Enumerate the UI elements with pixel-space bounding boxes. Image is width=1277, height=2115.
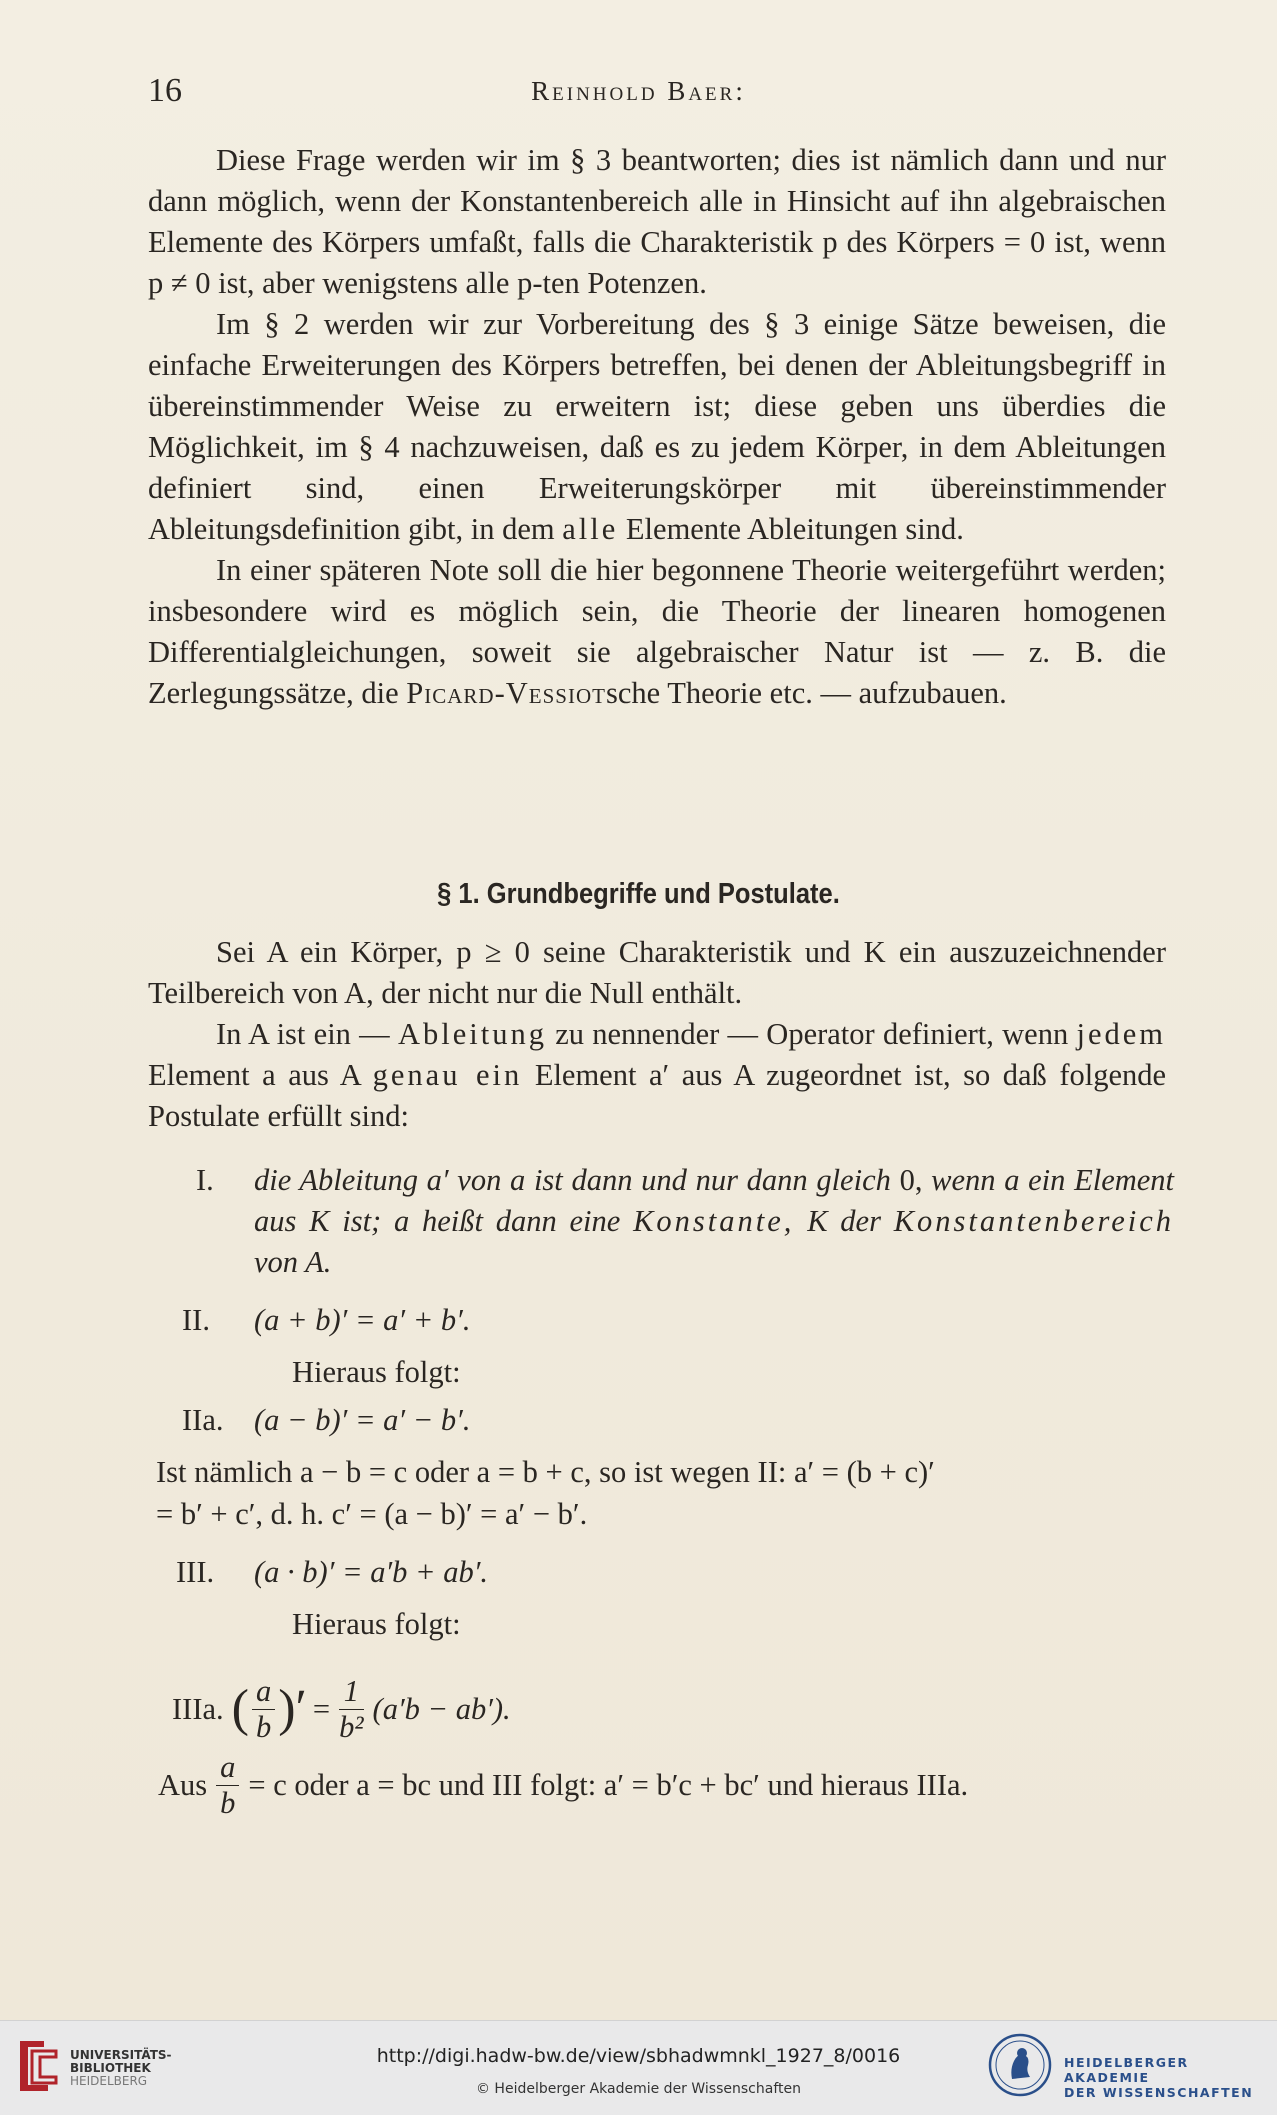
fraction-denominator: b²	[339, 1709, 364, 1744]
fraction-numerator: a	[216, 1752, 239, 1786]
section-heading: § 1. Grundbegriffe und Postulate.	[437, 878, 840, 910]
paragraph-5-part-3: Element a aus A	[148, 1058, 361, 1092]
paragraph-5	[148, 1014, 1166, 1137]
postulate-IIIa-label: IIIa.	[172, 1691, 224, 1726]
postulate-IIa-formula: (a − b)′ = a′ − b′.	[254, 1403, 471, 1437]
equals-sign: =	[312, 1691, 331, 1726]
postulate-I-part-4: von A.	[254, 1245, 332, 1279]
paragraph-3-end: sche Theorie etc. — aufzubauen.	[605, 676, 1007, 710]
hieraus-folgt-1: Hieraus folgt:	[292, 1355, 461, 1389]
paren-close: )′	[278, 1680, 307, 1737]
fraction-numerator: a	[252, 1676, 275, 1710]
paragraph-5-spaced-2: jedem	[1076, 1017, 1167, 1051]
paragraph-5-part-2: zu nennender — Operator definiert, wenn	[555, 1017, 1069, 1051]
fraction-1-over-b2	[339, 1676, 363, 1742]
paragraph-2-end: Elemente Ableitungen sind.	[625, 512, 964, 546]
academy-seal-icon	[988, 2033, 1052, 2097]
library-line-2: BIBLIOTHEK	[70, 2061, 151, 2075]
paragraph-2-text: Im § 2 werden wir zur Vorbereitung des § 3 einige Sätze beweisen, die einfache Erweiterungen des Körpers betreffen, bei denen der Ableitungsbegriff in übereinstimmender Weise zu erweitern ist; diese geben uns überdies die Möglichkeit, im § 4 nachzuweisen, daß es zu jedem Körper, in dem Ableitungen definiert sind, einen Erweiterungskörper mit übereinstimmender Ableitungsdefinition gibt, in dem	[148, 307, 1166, 546]
paragraph-2-spaced: alle	[562, 512, 619, 546]
body-text-top	[148, 140, 1166, 714]
postulate-II-formula: (a + b)′ = a′ + b′.	[254, 1303, 471, 1337]
library-line-1: UNIVERSITÄTS-	[70, 2048, 172, 2062]
viewer-footer	[0, 2020, 1277, 2115]
fraction-a-over-b-2	[216, 1752, 239, 1818]
postulate-II-label: II.	[182, 1303, 210, 1337]
postulate-I-part-1: die Ableitung a′ von a ist dann und nur dann gleich	[254, 1163, 891, 1197]
paragraph-2	[148, 304, 1166, 550]
running-title: Reinhold Baer:	[531, 76, 746, 106]
postulate-I-label: I.	[196, 1163, 214, 1197]
postulate-I-zero: 0,	[899, 1163, 923, 1197]
postulate-IIIa-tail: (a′b − ab′).	[372, 1691, 511, 1726]
paren-open: (	[231, 1680, 249, 1737]
paragraph-3	[148, 550, 1166, 714]
fraction-a-over-b	[252, 1676, 275, 1742]
permalink-url[interactable]: http://digi.hadw-bw.de/view/sbhadwmnkl_1927_8/0016	[376, 2045, 901, 2067]
postulate-III-formula: (a · b)′ = a′b + ab′.	[254, 1555, 488, 1589]
postulate-I-part-3: K der	[807, 1204, 881, 1238]
paragraph-1: Diese Frage werden wir im § 3 beantworten; dies ist nämlich dann und nur dann möglich, wenn der Konstantenbereich alle in Hinsicht auf ihn algebraischen Elemente des Körpers umfaßt, falls die Charakteristik p des Körpers = 0 ist, wenn p ≠ 0 ist, aber wenigstens alle p-ten Potenzen.	[148, 143, 1166, 300]
paragraph-5-part-4: Element a′ aus A zugeordnet ist, so daß folgende Postulate erfüllt sind:	[148, 1058, 1167, 1133]
aus-line	[158, 1740, 968, 1830]
aus-label: Aus	[158, 1767, 208, 1802]
postulate-I-part-2: wenn a ein Element aus K ist; a heißt dann eine	[254, 1163, 1175, 1238]
fraction-denominator: b	[220, 1785, 236, 1820]
paragraph-5-spaced-3: genau ein	[372, 1058, 523, 1092]
library-line-3: HEIDELBERG	[70, 2074, 148, 2088]
paragraph-5-spaced-1: Ableitung	[397, 1017, 547, 1051]
academy-name	[1064, 2055, 1277, 2100]
hieraus-folgt-2: Hieraus folgt:	[292, 1607, 461, 1641]
academy-line-2: DER WISSENSCHAFTEN	[1064, 2085, 1254, 2100]
paragraph-5-part-1: In A ist ein —	[216, 1017, 390, 1051]
paragraph-3-text: In einer späteren Note soll die hier begonnene Theorie weitergeführt werden; insbesondere wird es möglich sein, die Theorie der linearen homogenen Differentialgleichungen, soweit sie algebraischer Natur ist — z. B. die Zerlegungssätze, die	[148, 553, 1166, 710]
ist-naemlich-line-2: = b′ + c′, d. h. c′ = (a − b)′ = a′ − b′.	[156, 1497, 588, 1531]
paragraph-4: Sei A ein Körper, p ≥ 0 seine Charakteristik und K ein auszuzeichnender Teilbereich von A, der nicht nur die Null enthält.	[148, 935, 1166, 1010]
copyright-notice: © Heidelberger Akademie der Wissenschaften	[475, 2081, 801, 2097]
postulate-IIa-label: IIa.	[182, 1403, 224, 1437]
postulate-I-text	[254, 1160, 1174, 1283]
ist-naemlich-line-1: Ist nämlich a − b = c oder a = b + c, so ist wegen II: a′ = (b + c)′	[156, 1455, 935, 1489]
aus-tail: = c oder a = bc und III folgt: a′ = b′c + bc′ und hieraus IIIa.	[248, 1767, 969, 1802]
postulate-I-konstantenbereich: Konstantenbereich	[893, 1204, 1174, 1238]
paragraph-3-name: Picard-Vessiot	[406, 676, 606, 710]
fraction-numerator: 1	[339, 1676, 363, 1710]
page-number: 16	[148, 72, 182, 109]
postulate-I-konstante: Konstante,	[633, 1204, 795, 1238]
body-text-section	[148, 932, 1166, 1137]
academy-line-1: HEIDELBERGER AKADEMIE	[1064, 2055, 1189, 2085]
postulate-III-label: III.	[176, 1555, 215, 1589]
fraction-denominator: b	[255, 1709, 272, 1744]
